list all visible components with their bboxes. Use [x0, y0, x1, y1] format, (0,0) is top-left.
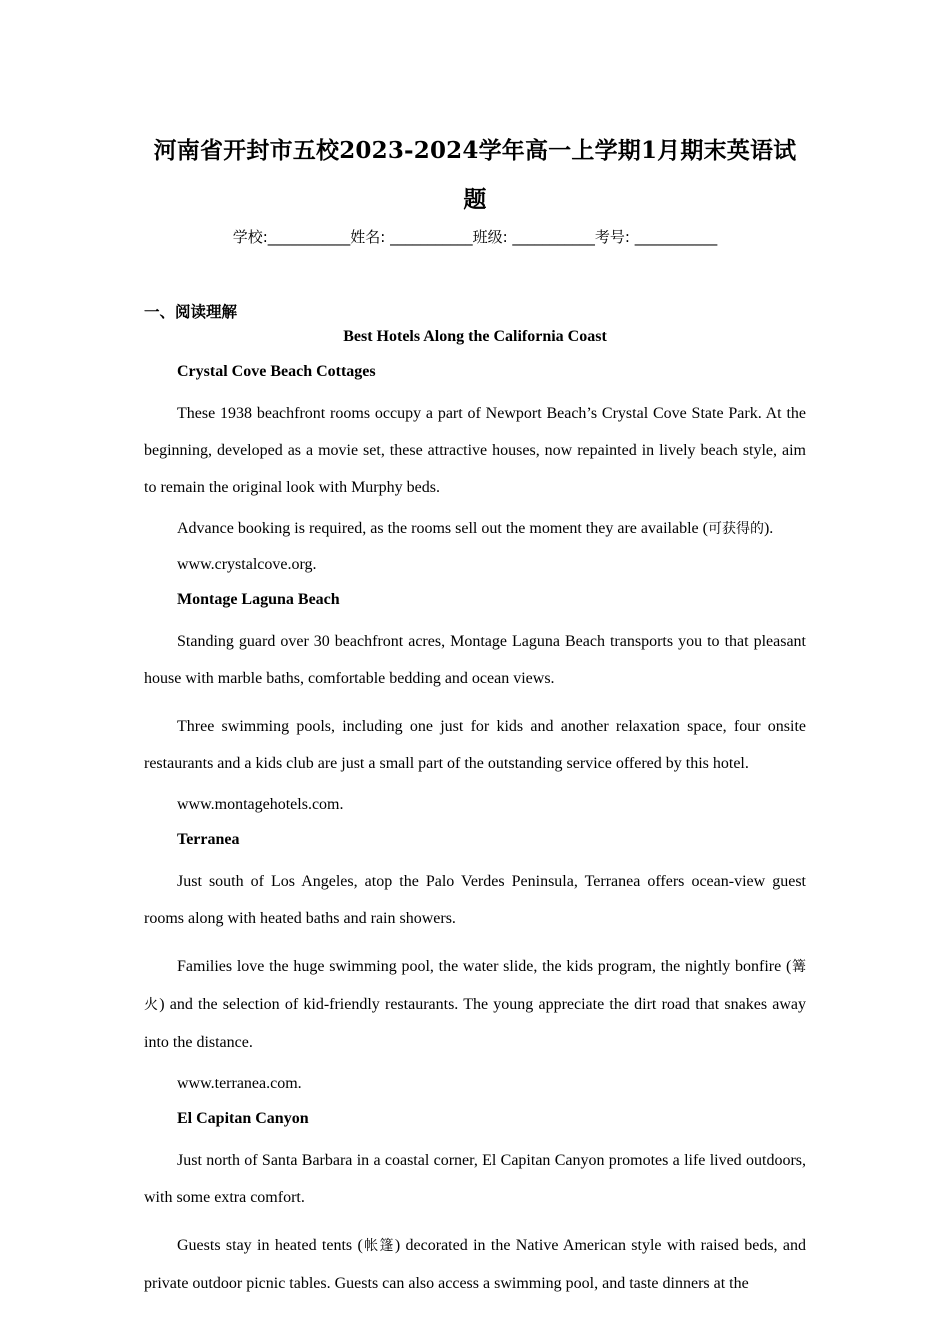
hotel-paragraph: Just south of Los Angeles, atop the Palo Verdes Peninsula, Terranea offers ocean-view guest rooms along with heated baths and rain showers. — [144, 873, 806, 927]
hotel-paragraph: Just north of Santa Barbara in a coastal corner, El Capitan Canyon promotes a life lived outdoors, with some extra comfort. — [144, 1152, 806, 1206]
hotel-url: www.montagehotels.com. — [177, 796, 344, 813]
section-label: 一、阅读理解 — [144, 303, 238, 321]
hotel-name: Terranea — [177, 831, 240, 848]
exam-title-continued: 题 — [463, 186, 487, 213]
hotel-paragraph: Advance booking is required, as the rooms sell out the moment they are available (可获得的). — [177, 520, 774, 537]
chinese-gloss: 篝火 — [144, 959, 807, 1013]
chinese-gloss: 帐篷 — [362, 1238, 395, 1254]
hotel-paragraph: Standing guard over 30 beachfront acres, Montage Laguna Beach transports you to that pleasant house with marble baths, comfortable bedding and ocean views. — [144, 633, 806, 687]
chinese-gloss: 可获得的 — [707, 521, 764, 537]
hotel-name: Montage Laguna Beach — [177, 591, 340, 608]
hotel-paragraph: Three swimming pools, including one just for kids and another relaxation space, four onsite restaurants and a kids club are just a small part of the outstanding service offered by this hotel. — [144, 718, 806, 772]
hotel-name: El Capitan Canyon — [177, 1110, 309, 1127]
student-info-line: 学校:___________姓名: ___________班级: ___________考号: ___________ — [232, 228, 718, 246]
hotel-paragraph: Families love the huge swimming pool, the water slide, the kids program, the nightly bonfire (篝火) and the selection of kid-friendly restaurants. The young appreciate the dirt road that snakes away into the distance. — [144, 958, 807, 1051]
hotel-paragraph: These 1938 beachfront rooms occupy a part of Newport Beach’s Crystal Cove State Park. At the beginning, developed as a movie set, these attractive houses, now repainted in lively beach style, aim to remain the original look with Murphy beds. — [144, 405, 806, 496]
hotel-paragraph: Guests stay in heated tents (帐篷) decorated in the Native American style with raised beds, and private outdoor picnic tables. Guests can also access a swimming pool, and taste dinners at the — [144, 1237, 807, 1292]
exam-title: 河南省开封市五校2023-2024学年高一上学期1月期末英语试 — [153, 137, 797, 164]
reading-passage — [144, 325, 806, 1313]
hotel-name: Crystal Cove Beach Cottages — [177, 363, 376, 380]
hotel-url: www.crystalcove.org. — [177, 556, 317, 573]
hotel-url: www.terranea.com. — [177, 1075, 302, 1092]
passage-title: Best Hotels Along the California Coast — [343, 328, 607, 345]
